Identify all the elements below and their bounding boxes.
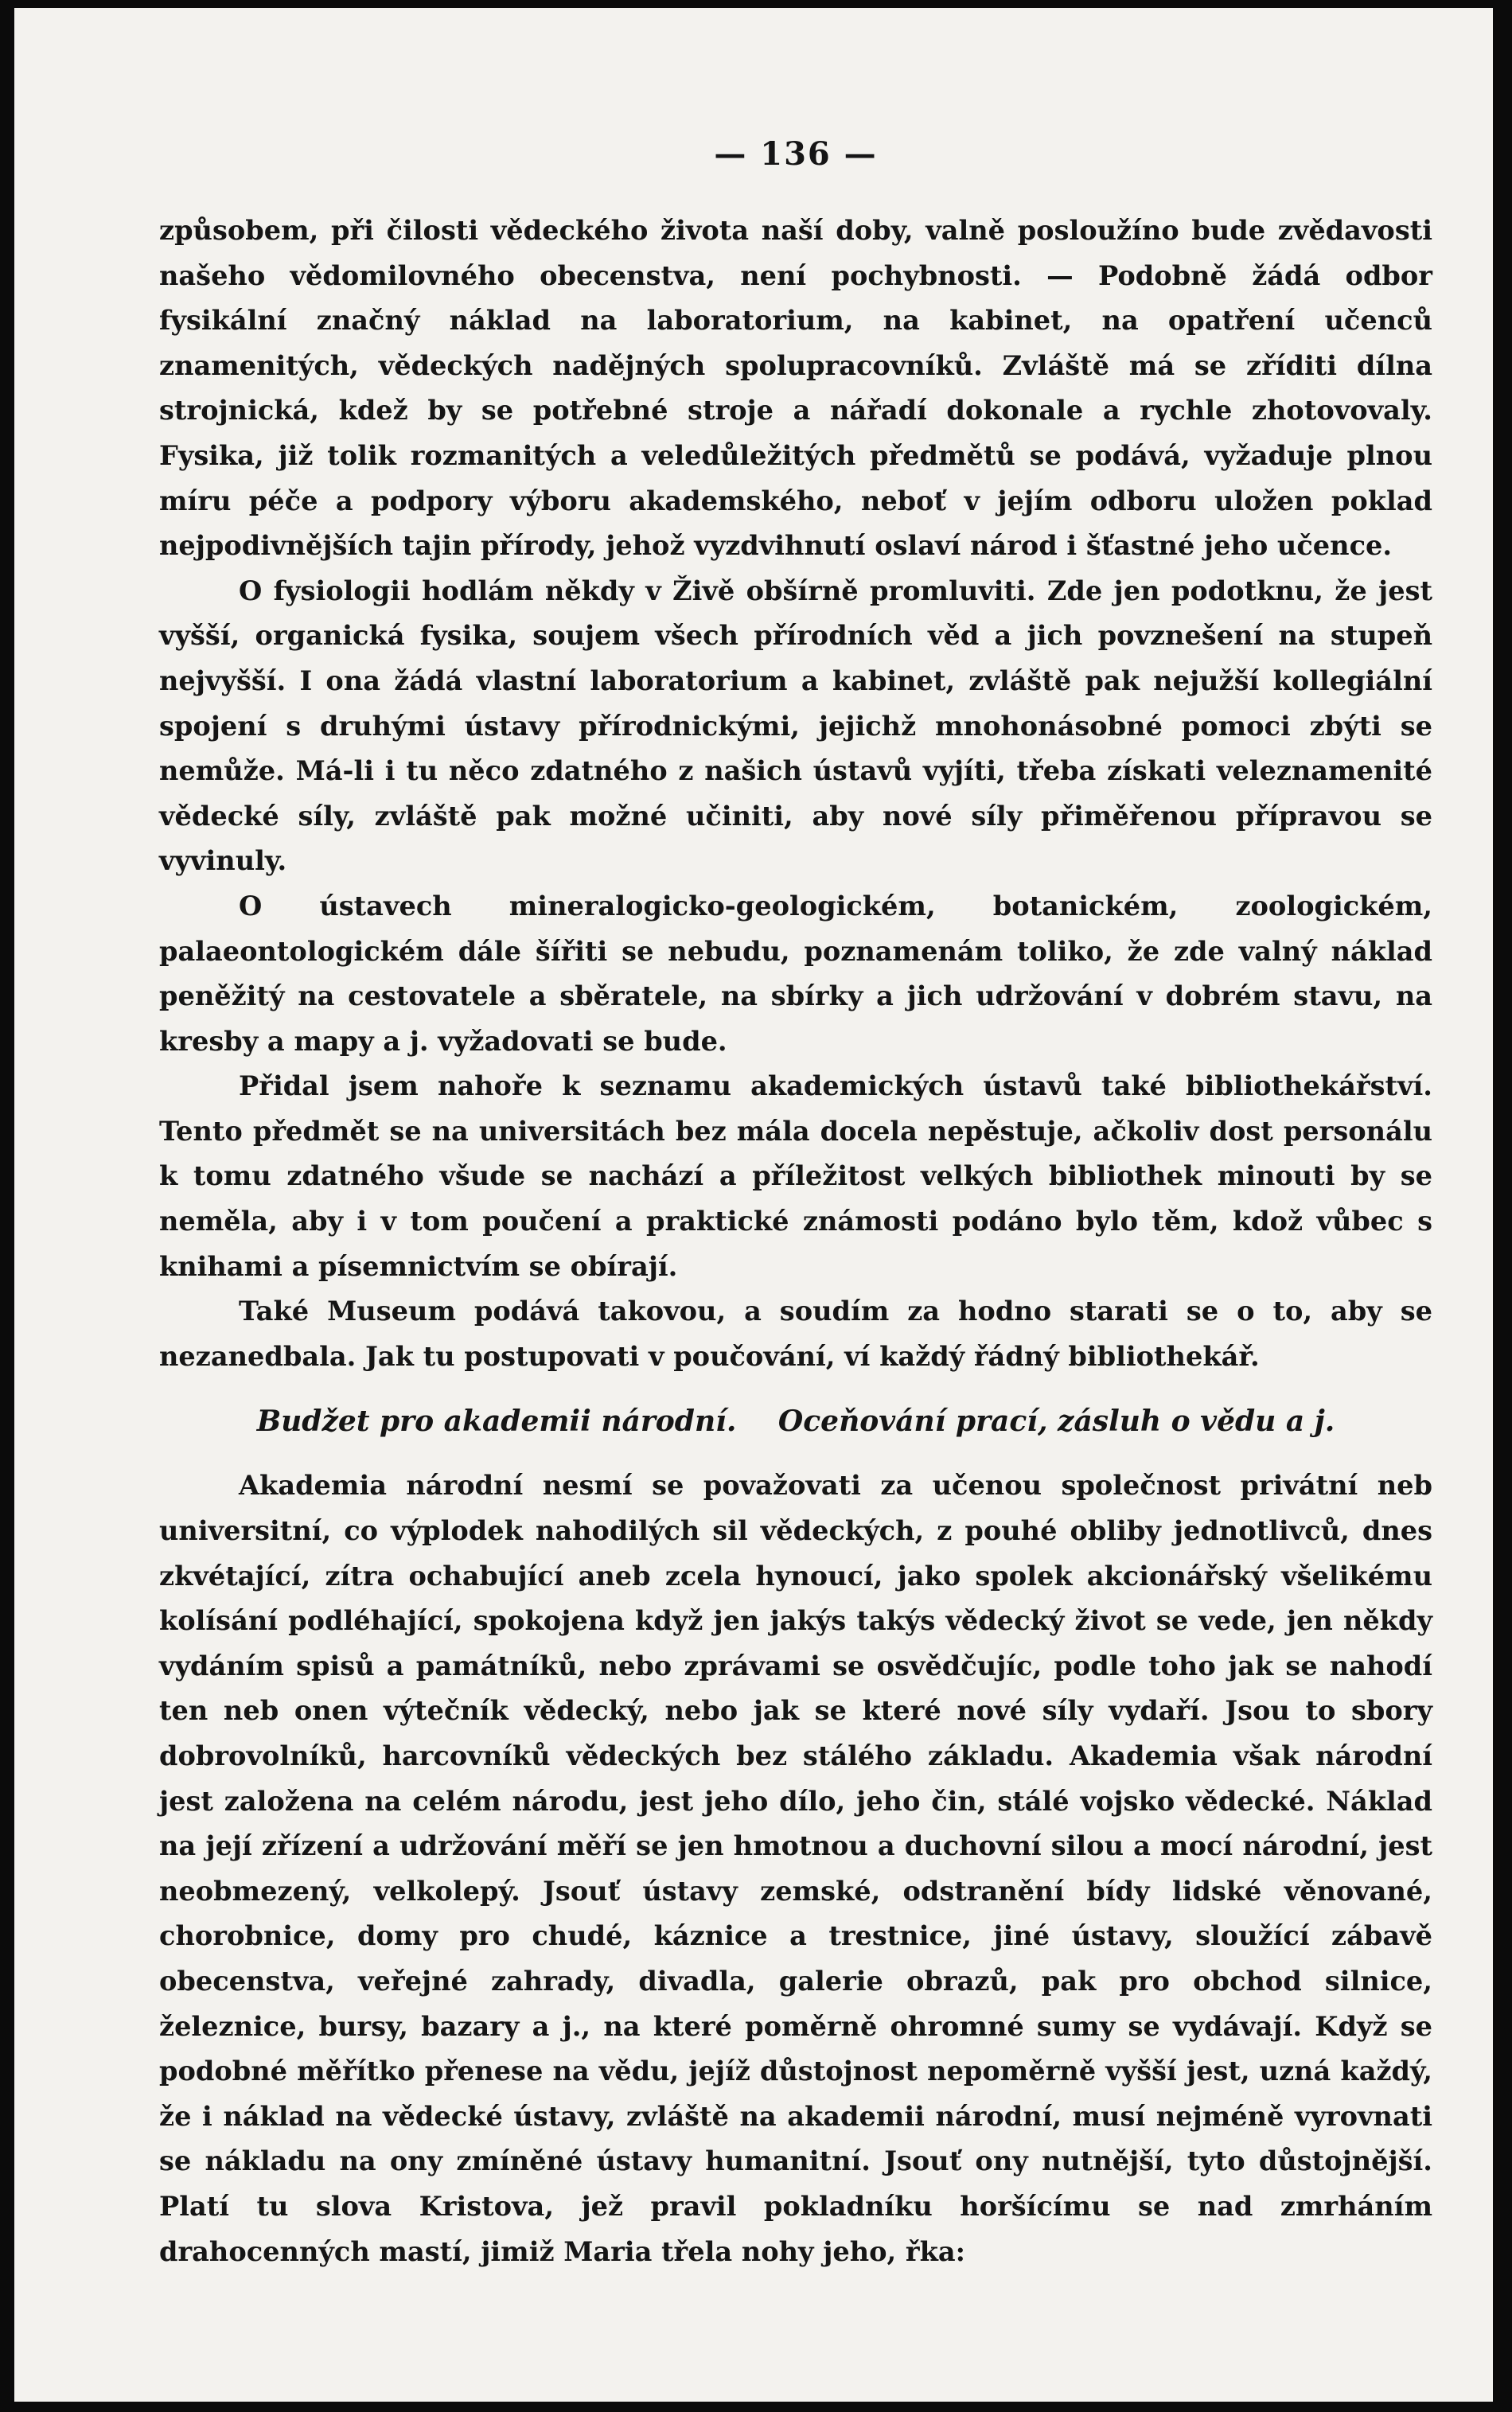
page-content bbox=[159, 135, 1432, 2274]
book-page bbox=[14, 8, 1493, 2402]
paragraph-institutes: O ústavech mineralogicko-geologickém, botanickém, zoologickém, palaeontologickém dále šířiti se nebudu, poznamenám toliko, že zde valný náklad peněžitý na cestovatele a sběratele, na sbírky a jich udržování v dobrém stavu, na kresby a mapy a j. vyžadovati se bude. bbox=[159, 889, 1432, 1057]
section-heading-left: Budžet pro akademii národní. bbox=[256, 1405, 737, 1439]
page-number: — 136 — bbox=[714, 135, 878, 173]
paragraph-budget: Akademia národní nesmí se považovati za učenou společnost privátní neb universitní, co výplodek nahodilých sil vědeckých, z pouhé obliby jednotlivců, dnes zkvétající, zítra ochabující aneb zcela hynoucí, jako spolek akcionářský všelikému kolísání podléhající, spokojena když jen jakýs takýs vědecký život se vede, jen někdy vydáním spisů a památníků, nebo zprávami se osvědčujíc, podle toho jak se nahodí ten neb onen výtečník vědecký, nebo jak se které nové síly vydaří. Jsou to sbory dobrovolníků, harcovníků vědeckých bez stálého základu. Akademia však národní jest založena na celém národu, jest jeho dílo, jeho čin, stálé vojsko vědecké. Náklad na její zřízení a udržování měří se jen hmotnou a duchovní silou a mocí národní, jest neobmezený, velkolepý. Jsouť ústavy zemské, odstranění bídy lidské věnované, chorobnice, domy pro chudé, káznice a trestnice, jiné ústavy, sloužící zábavě obecenstva, veřejné zahrady, divadla, galerie obrazů, pak pro obchod silnice, železnice, bursy, bazary a j., na které poměrně ohromné sumy se vydávají. Když se podobné měřítko přenese na vědu, jejíž důstojnost nepoměrně vyšší jest, uzná každý, že i náklad na vědecké ústavy, zvláště na akademii národní, musí nejméně vyrovnati se nákladu na ony zmíněné ústavy humanitní. Jsouť ony nutnější, tyto důstojnější. Platí tu slova Kristova, jež pravil pokladníku horšícímu se nad zmrháním drahocenných mastí, jimiž Maria třela nohy jeho, řka: bbox=[159, 1469, 1432, 2267]
paragraph-librarianship: Přidal jsem nahoře k seznamu akademických ústavů také bibliothekářství. Tento předmět se na universitách bez mála docela nepěstuje, ačkoliv dost personálu k tomu zdatného všude se nachází a příležitost velkých bibliothek minouti by se neměla, aby i v tom poučení a praktické známosti podáno bylo těm, kdož vůbec s knihami a písemnictvím se obírají. bbox=[159, 1070, 1432, 1282]
paragraph-physics: způsobem, při čilosti vědeckého života naší doby, valně posloužíno bude zvědavosti našeho vědomilovného obecenstva, není pochybnosti. — Podobně žádá odbor fysikální značný náklad na laboratorium, na kabinet, na opatření učenců znamenitých, vědeckých nadějných spolupracovníků. Zvláště má se zříditi dílna strojnická, kdež by se potřebné stroje a nářadí dokonale a rychle zhotovovaly. Fysika, již tolik rozmanitých a veledůležitých předmětů se podává, vyžaduje plnou míru péče a podpory výboru akademského, neboť v jejím odboru uložen poklad nejpodivnějších tajin přírody, jehož vyzdvihnutí oslaví národ i šťastné jeho učence. bbox=[159, 214, 1432, 562]
paragraph-museum: Také Museum podává takovou, a soudím za hodno starati se o to, aby se nezanedbala. Jak tu postupovati v poučování, ví každý řádný bibliothekář. bbox=[159, 1295, 1432, 1372]
section-heading-right: Oceňování prací, zásluh o vědu a j. bbox=[777, 1405, 1335, 1439]
paragraph-physiology: O fysiologii hodlám někdy v Živě obšírně promluviti. Zde jen podotknu, že jest vyšší, organická fysika, soujem všech přírodních věd a jich povznešení na stupeň nejvyšší. I ona žádá vlastní laboratorium a kabinet, zvláště pak nejužší kollegiální spojení s druhými ústavy přírodnickými, jejichž mnohonásobné pomoci zbýti se nemůže. Má-li i tu něco zdatného z našich ústavů vyjíti, třeba získati veleznamenité vědecké síly, zvláště pak možné učiniti, aby nové síly přiměřenou přípravou se vyvinuly. bbox=[159, 574, 1432, 877]
section-heading bbox=[159, 1399, 1432, 1444]
